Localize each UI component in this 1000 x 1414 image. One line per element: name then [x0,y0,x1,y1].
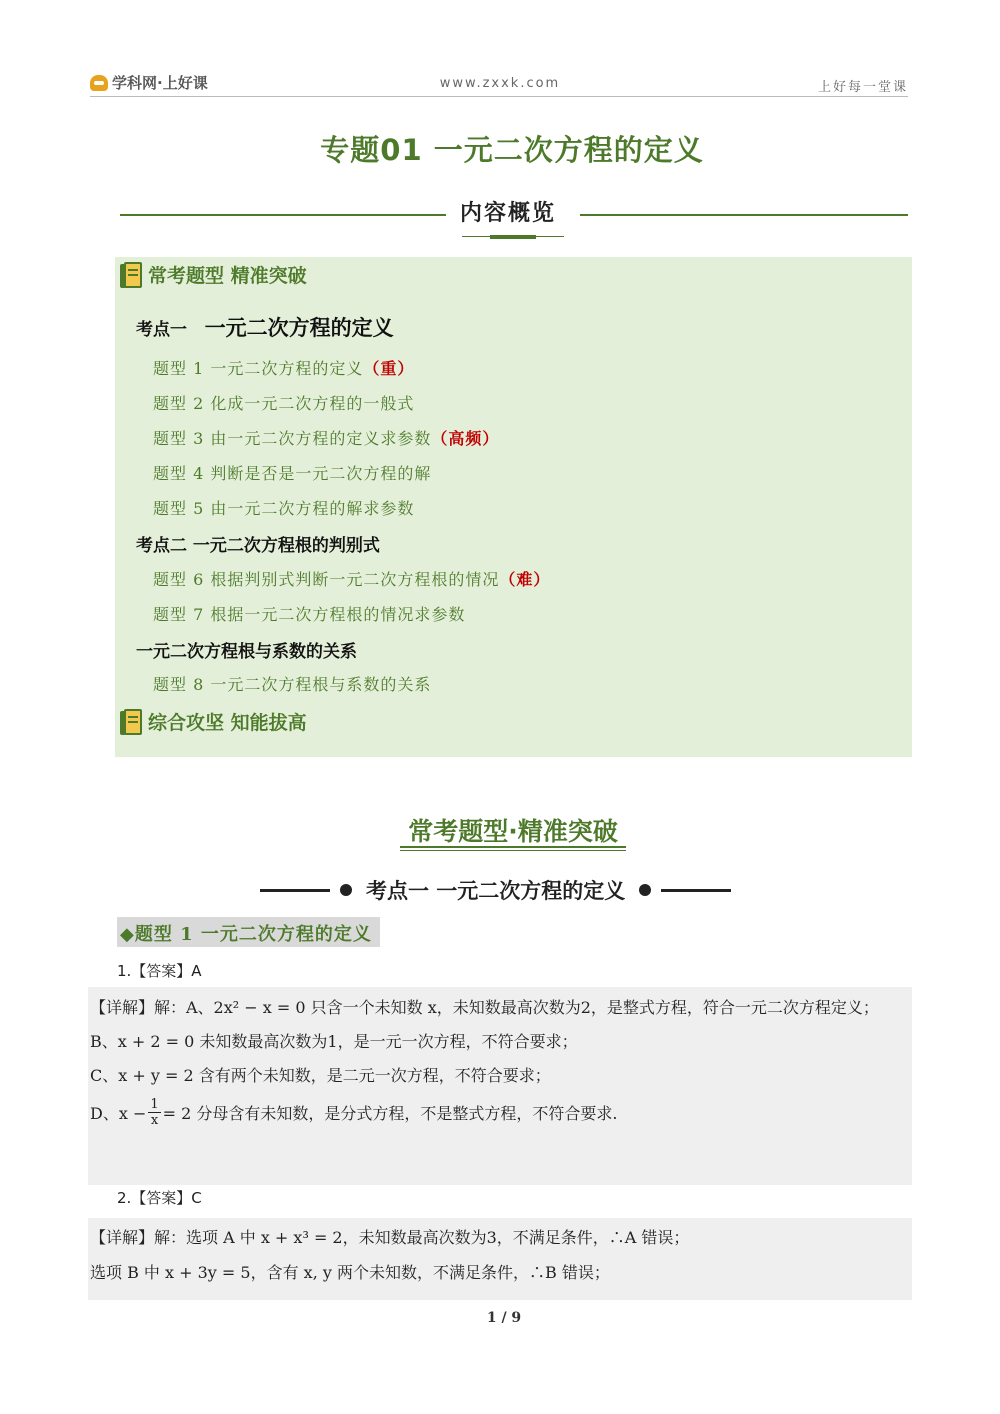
toc-item-1[interactable] [153,356,414,379]
book-icon [120,262,142,288]
q1-answer: 1.【答案】A [117,962,202,980]
toc-item-text: 题型 3 由一元二次方程的定义求参数 [153,429,432,448]
toc-section-2-label: 综合攻坚 知能拔高 [148,712,307,734]
question-type-title: ◆题型 1 一元二次方程的定义 [120,924,372,945]
toc-item-text: 题型 6 根据判别式判断一元二次方程根的情况 [153,570,500,589]
toc-item-3[interactable] [153,426,499,449]
fraction-denominator: x [150,1113,159,1128]
section-title-underline-thin [400,850,626,851]
toc-item-text: 题型 8 一元二次方程根与系数的关系 [153,675,432,694]
toc-kp1-label: 考点一 [136,320,187,340]
toc-item-5[interactable] [153,496,414,519]
overview-underline-accent [490,235,536,239]
fraction-numerator: 1 [150,1097,159,1112]
logo-text: 学科网·上好课 [112,74,208,92]
q1-d-suffix: = 2 分母含有未知数，是分式方程，不是整式方程，不符合要求. [162,1104,618,1123]
q1-detail-line-1: 【详解】解：A、2x² − x = 0 只含一个未知数 x，未知数最高次数为2，是整式方程，符合一元二次方程定义； [90,998,879,1017]
document-title: 专题01 一元二次方程的定义 [320,133,704,167]
toc-item-8[interactable] [153,672,431,695]
header-divider [90,96,908,97]
book-icon [120,709,142,735]
section-title-underline [400,846,626,848]
q2-detail-line-1: 【详解】解：选项 A 中 x + x³ = 2，未知数最高次数为3，不满足条件，∴A 错误； [90,1228,690,1247]
q1-detail-line-4 [90,1097,618,1128]
toc-item-text: 题型 7 根据一元二次方程根的情况求参数 [153,605,466,624]
toc-item-4[interactable] [153,461,431,484]
toc-kp2[interactable]: 考点二 一元二次方程根的判别式 [136,536,380,556]
toc-item-text: 题型 2 化成一元二次方程的一般式 [153,394,415,413]
toc-kp3[interactable]: 一元二次方程根与系数的关系 [136,642,357,662]
overview-line-right [580,214,908,216]
toc-section-2[interactable] [120,708,307,735]
bullet-icon [340,884,352,896]
dash-left [260,889,330,892]
q1-detail-line-2: B、x + 2 = 0 未知数最高次数为1，是一元一次方程，不符合要求； [90,1032,578,1051]
toc-section-1-label: 常考题型 精准突破 [148,265,307,287]
toc-item-text: 题型 5 由一元二次方程的解求参数 [153,499,415,518]
toc-section-1[interactable] [120,261,307,288]
toc-item-text: 题型 4 判断是否是一元二次方程的解 [153,464,432,483]
dash-right [661,889,731,892]
q1-d-prefix: D、x − [90,1104,147,1123]
toc-kp1[interactable] [136,312,394,342]
q1-detail-line-3: C、x + y = 2 含有两个未知数，是二元一次方程，不符合要求； [90,1066,551,1085]
toc-item-text: 题型 1 一元二次方程的定义 [153,359,364,378]
toc-item-tag: （重） [363,359,415,378]
overview-line-left [120,214,446,216]
toc-item-7[interactable] [153,602,465,625]
fraction [148,1097,160,1128]
knowledge-point-heading [260,875,731,905]
toc-kp1-title: 一元二次方程的定义 [204,316,394,340]
site-url[interactable]: www.zxxk.com [439,76,561,91]
toc-item-tag: （难） [499,570,551,589]
overview-title: 内容概览 [460,201,557,226]
slogan: 上好每一堂课 [817,80,908,95]
q2-answer: 2.【答案】C [117,1189,202,1207]
toc-item-6[interactable] [153,567,550,590]
knowledge-point-title: 考点一 一元二次方程的定义 [366,879,626,903]
section-title: 常考题型·精准突破 [408,817,618,846]
page-number: 1 / 9 [486,1310,522,1326]
toc-item-tag: （高频） [431,429,500,448]
bullet-icon [639,884,651,896]
toc-item-2[interactable] [153,391,414,414]
q2-detail-line-2: 选项 B 中 x + 3y = 5，含有 x, y 两个未知数，不满足条件，∴B 错误； [90,1263,610,1282]
